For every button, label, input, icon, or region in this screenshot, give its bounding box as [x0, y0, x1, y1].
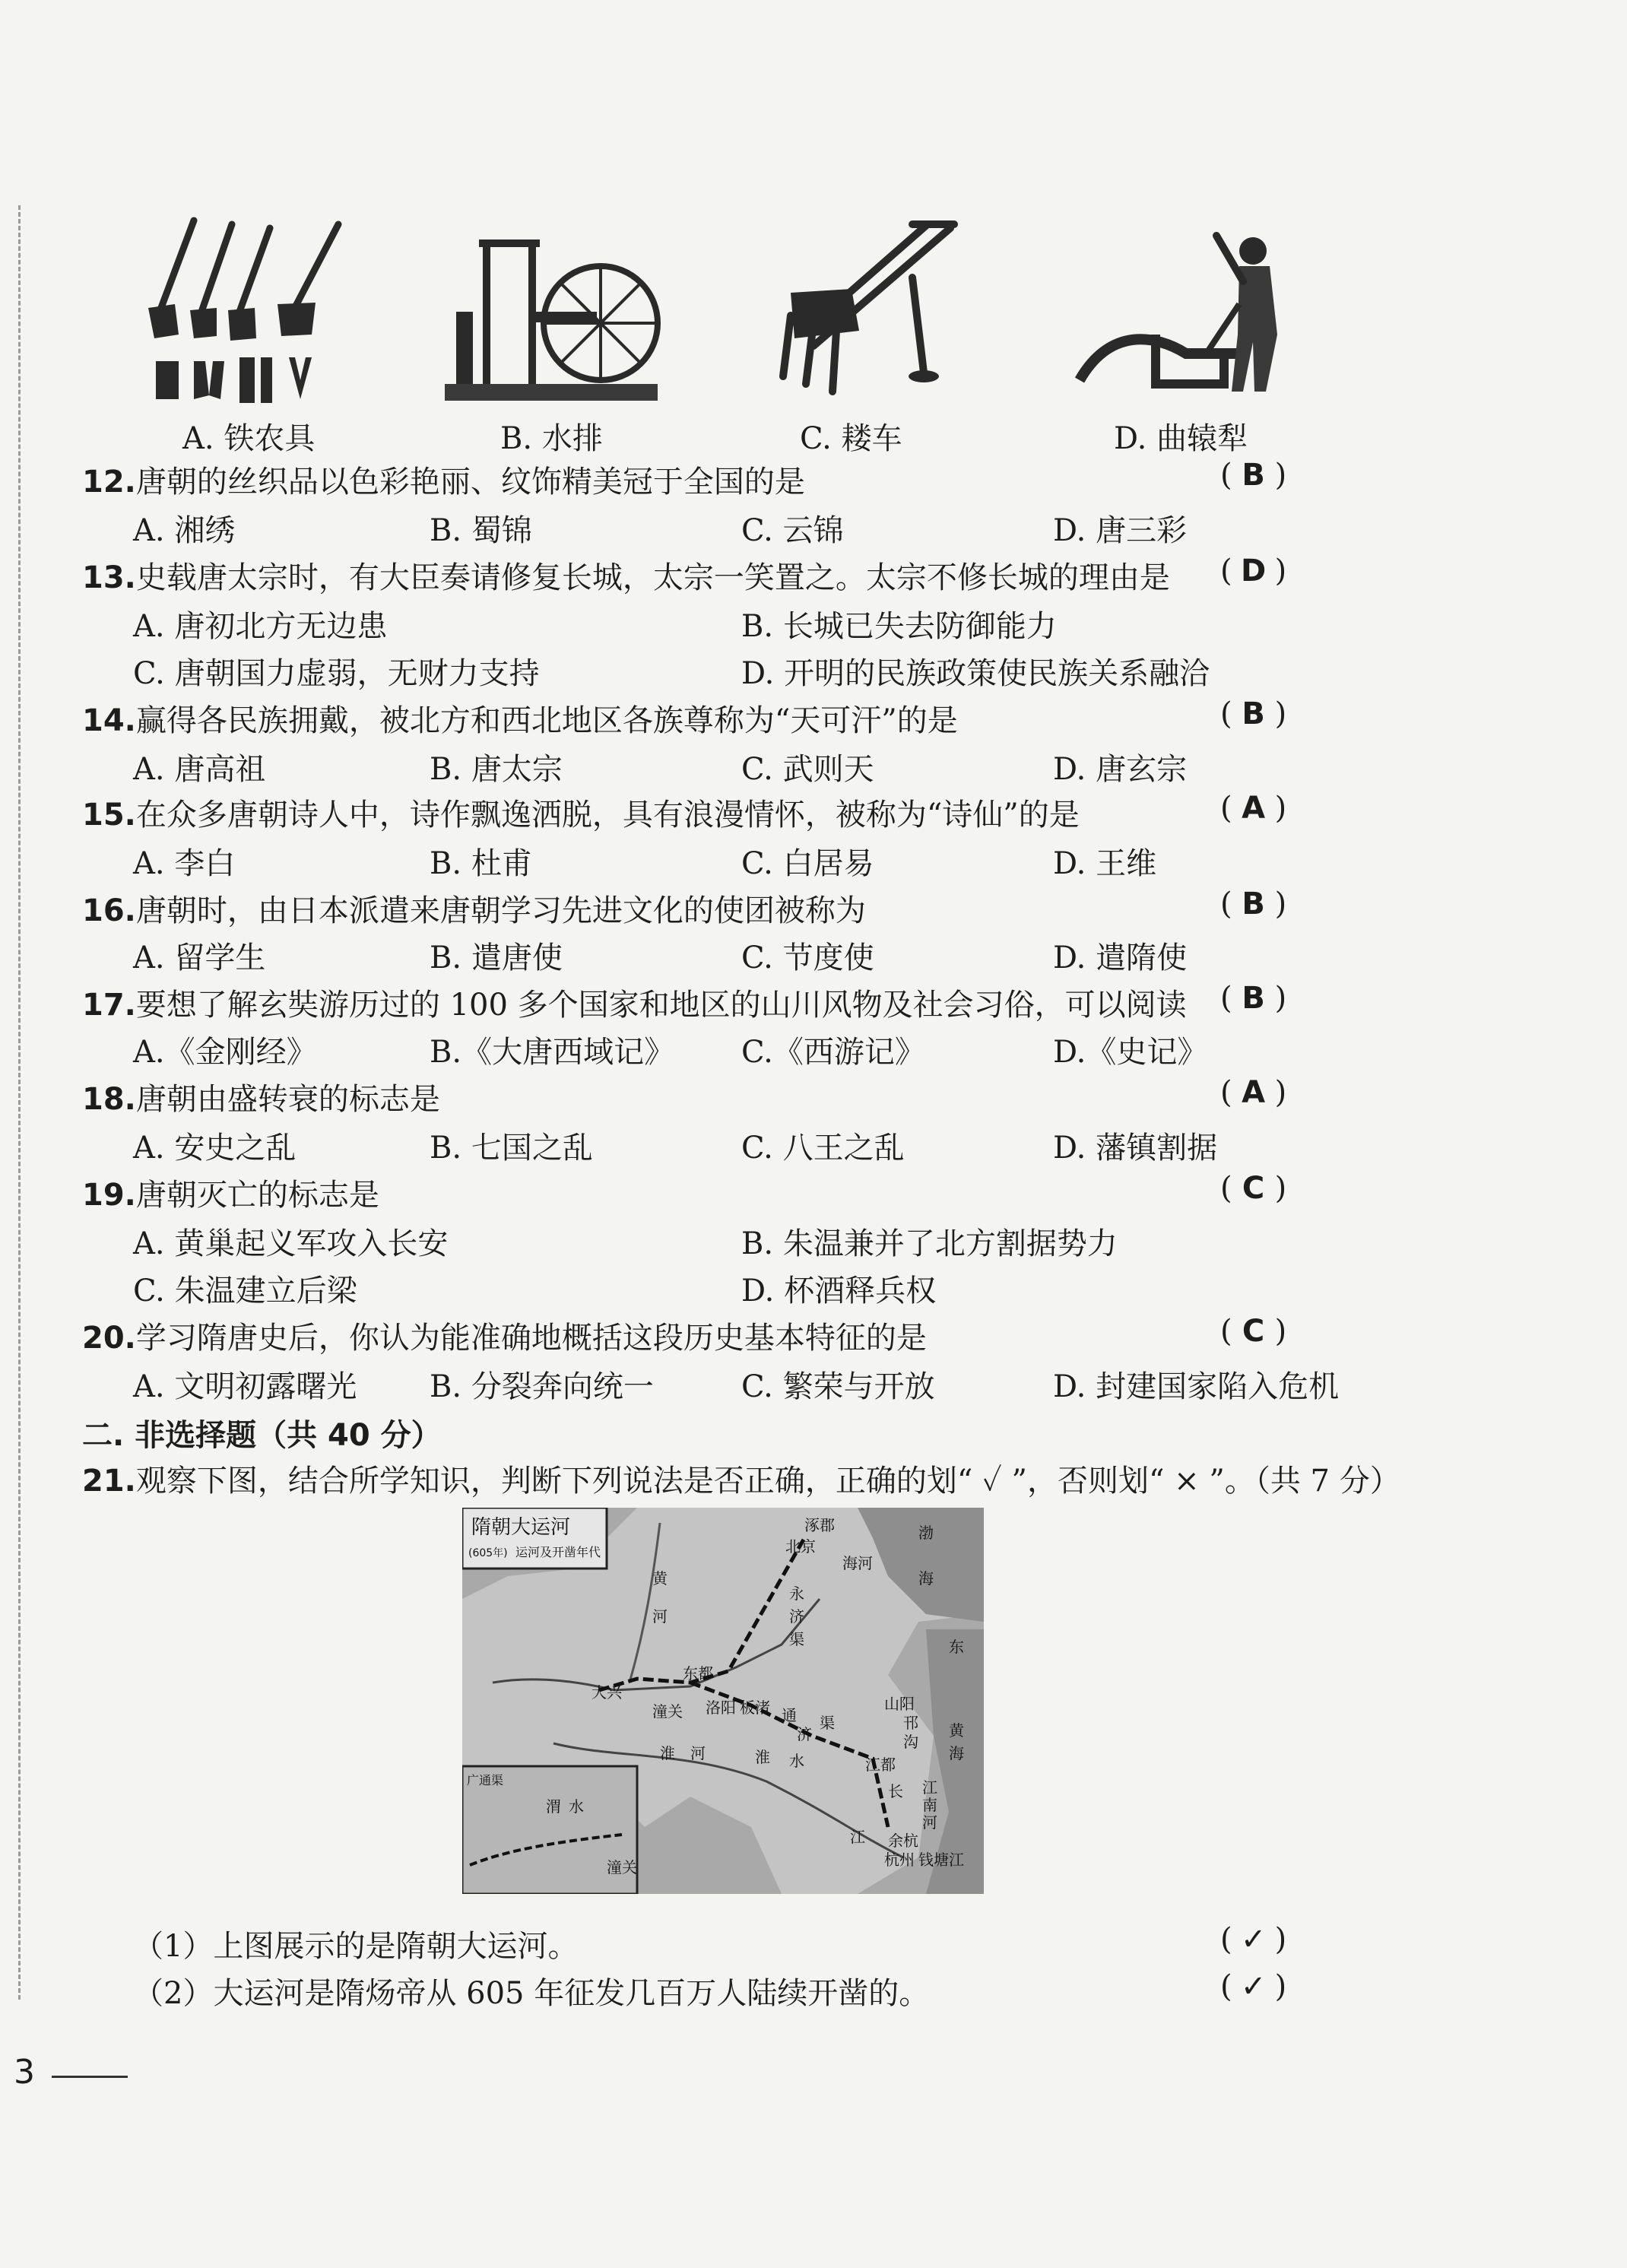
- answer-bracket-21-1: ( ✓ ): [1220, 1922, 1287, 1957]
- option-15a: A. 李白: [133, 846, 236, 881]
- svg-text:北京: 北京: [785, 1537, 816, 1556]
- svg-text:渠: 渠: [789, 1630, 804, 1648]
- option-17b: B.《大唐西域记》: [430, 1035, 675, 1070]
- question-17: 17.要想了解玄奘游历过的 100 多个国家和地区的山川风物及社会习俗，可以阅读: [82, 988, 1187, 1023]
- question-15: 15.在众多唐朝诗人中，诗作飘逸洒脱，具有浪漫情怀，被称为“诗仙”的是: [82, 798, 1080, 833]
- svg-text:潼关: 潼关: [607, 1858, 637, 1876]
- answer-bracket-14: ( B ): [1220, 696, 1287, 731]
- caption-curved-plow: D. 曲辕犁: [1114, 421, 1248, 456]
- svg-text:涿郡: 涿郡: [804, 1516, 835, 1534]
- statement-1: （1）上图展示的是隋朝大运河。: [133, 1929, 579, 1964]
- map-inset-title: 广通渠: [467, 1773, 504, 1787]
- svg-text:邗: 邗: [903, 1714, 918, 1732]
- option-18a: A. 安史之乱: [133, 1131, 297, 1166]
- option-14c: C. 武则天: [741, 752, 874, 787]
- svg-text:水: 水: [789, 1752, 804, 1770]
- option-19d: D. 杯酒释兵权: [741, 1274, 937, 1308]
- option-20c: C. 繁荣与开放: [741, 1369, 935, 1404]
- answer-bracket-13: ( D ): [1220, 554, 1287, 588]
- option-14a: A. 唐高祖: [133, 752, 266, 787]
- answer-bracket-20: ( C ): [1220, 1314, 1287, 1349]
- svg-text:淮: 淮: [660, 1744, 675, 1762]
- svg-text:钱塘江: 钱塘江: [918, 1851, 964, 1869]
- seed-drill-icon: [760, 217, 958, 407]
- answer-bracket-16: ( B ): [1220, 887, 1287, 921]
- water-bellows-icon: [437, 228, 665, 407]
- svg-text:东都: 东都: [683, 1664, 713, 1683]
- option-13a: A. 唐初北方无边患: [133, 609, 388, 644]
- page-number-rule: [52, 2076, 128, 2078]
- binding-margin-line: [18, 205, 21, 2000]
- option-13c: C. 唐朝国力虚弱，无财力支持: [133, 656, 540, 691]
- svg-text:(605年): (605年): [468, 1547, 508, 1559]
- svg-text:渭: 渭: [546, 1797, 561, 1816]
- grand-canal-map: [462, 1508, 984, 1894]
- svg-text:河: 河: [690, 1744, 706, 1762]
- svg-text:东: 东: [949, 1638, 964, 1656]
- option-12b: B. 蜀锦: [430, 513, 532, 548]
- question-18: 18.唐朝由盛转衰的标志是: [82, 1082, 440, 1117]
- question-20: 20.学习隋唐史后，你认为能准确地概括这段历史基本特征的是: [82, 1321, 927, 1356]
- answer-bracket-15: ( A ): [1220, 791, 1287, 826]
- option-17c: C.《西游记》: [741, 1035, 925, 1070]
- svg-text:通: 通: [782, 1706, 797, 1724]
- curved-plow-icon: [1064, 220, 1308, 411]
- question-16: 16.唐朝时，由日本派遣来唐朝学习先进文化的使团被称为: [82, 893, 866, 928]
- caption-iron-tools: A. 铁农具: [182, 421, 316, 456]
- option-18b: B. 七国之乱: [430, 1131, 593, 1166]
- section-title: 二. 非选择题（共 40 分）: [82, 1418, 442, 1453]
- option-18c: C. 八王之乱: [741, 1131, 905, 1166]
- svg-text:余杭: 余杭: [888, 1832, 918, 1850]
- iron-tools-icon: [141, 213, 354, 407]
- svg-text:长: 长: [888, 1782, 903, 1800]
- answer-bracket-17: ( B ): [1220, 981, 1287, 1016]
- svg-text:杭州: 杭州: [884, 1851, 915, 1869]
- option-17d: D.《史记》: [1053, 1035, 1208, 1070]
- question-13: 13.史载唐太宗时，有大臣奏请修复长城，太宗一笑置之。太宗不修长城的理由是: [82, 560, 1170, 595]
- statement-2: （2）大运河是隋炀帝从 605 年征发几百万人陆续开凿的。: [133, 1976, 930, 2011]
- svg-text:海河: 海河: [842, 1554, 873, 1572]
- svg-text:南: 南: [922, 1796, 937, 1814]
- svg-text:河: 河: [922, 1813, 937, 1832]
- tools-illustrations: [0, 198, 1627, 456]
- caption-seed-drill: C. 耧车: [800, 421, 902, 456]
- svg-text:永: 永: [789, 1584, 804, 1603]
- option-16d: D. 遣隋使: [1053, 941, 1188, 975]
- svg-text:山阳: 山阳: [884, 1695, 915, 1713]
- svg-text:黄: 黄: [652, 1569, 668, 1588]
- caption-water-bellows: B. 水排: [500, 421, 603, 456]
- option-14d: D. 唐玄宗: [1053, 752, 1188, 787]
- option-20d: D. 封建国家陷入危机: [1053, 1369, 1340, 1404]
- option-14b: B. 唐太宗: [430, 752, 563, 787]
- svg-text:江: 江: [922, 1778, 937, 1797]
- answer-bracket-21-2: ( ✓ ): [1220, 1969, 1287, 2004]
- svg-text:渠: 渠: [820, 1714, 835, 1732]
- svg-text:渤: 渤: [918, 1524, 934, 1542]
- svg-text:江: 江: [850, 1828, 865, 1846]
- option-13b: B. 长城已失去防御能力: [741, 609, 1057, 644]
- question-12: 12.唐朝的丝织品以色彩艳丽、纹饰精美冠于全国的是: [82, 465, 805, 500]
- option-15d: D. 王维: [1053, 846, 1157, 881]
- map-title: 隋朝大运河: [471, 1516, 571, 1539]
- option-13d: D. 开明的民族政策使民族关系融洽: [741, 656, 1210, 691]
- svg-text:洛阳: 洛阳: [706, 1699, 736, 1717]
- option-17a: A.《金刚经》: [133, 1035, 317, 1070]
- question-21: 21.观察下图，结合所学知识，判断下列说法是否正确，正确的划“ ✓ ”，否则划“ × ”。（共 7 分）: [82, 1464, 1400, 1499]
- option-19a: A. 黄巢起义军攻入长安: [133, 1226, 449, 1261]
- svg-text:板渚: 板渚: [740, 1699, 770, 1717]
- option-12d: D. 唐三彩: [1053, 513, 1188, 548]
- answer-bracket-19: ( C ): [1220, 1171, 1287, 1206]
- option-15c: C. 白居易: [741, 846, 874, 881]
- svg-text:潼关: 潼关: [652, 1702, 683, 1721]
- option-20a: A. 文明初露曙光: [133, 1369, 357, 1404]
- option-18d: D. 藩镇割据: [1053, 1131, 1218, 1166]
- svg-text:大兴: 大兴: [591, 1683, 622, 1702]
- svg-text:水: 水: [569, 1797, 584, 1816]
- svg-text:海: 海: [949, 1744, 964, 1762]
- option-20b: B. 分裂奔向统一: [430, 1369, 654, 1404]
- option-15b: B. 杜甫: [430, 846, 532, 881]
- svg-text:济: 济: [797, 1725, 812, 1743]
- question-19: 19.唐朝灭亡的标志是: [82, 1178, 379, 1213]
- page-number: 3: [14, 2053, 35, 2092]
- map-legend: 运河及开凿年代: [515, 1545, 601, 1559]
- svg-text:济: 济: [789, 1607, 804, 1626]
- svg-text:江都: 江都: [865, 1756, 896, 1774]
- option-19c: C. 朱温建立后梁: [133, 1274, 357, 1308]
- svg-text:淮: 淮: [755, 1748, 770, 1766]
- svg-text:黄: 黄: [949, 1721, 964, 1740]
- option-16a: A. 留学生: [133, 941, 266, 975]
- answer-bracket-18: ( A ): [1220, 1075, 1287, 1110]
- svg-text:海: 海: [918, 1569, 934, 1588]
- option-16c: C. 节度使: [741, 941, 874, 975]
- option-19b: B. 朱温兼并了北方割据势力: [741, 1226, 1118, 1261]
- option-12a: A. 湘绣: [133, 513, 236, 548]
- answer-bracket-12: ( B ): [1220, 458, 1287, 493]
- option-16b: B. 遣唐使: [430, 941, 563, 975]
- question-14: 14.赢得各民族拥戴，被北方和西北地区各族尊称为“天可汗”的是: [82, 703, 958, 738]
- option-12c: C. 云锦: [741, 513, 844, 548]
- svg-text:河: 河: [652, 1607, 668, 1626]
- svg-text:沟: 沟: [903, 1733, 918, 1751]
